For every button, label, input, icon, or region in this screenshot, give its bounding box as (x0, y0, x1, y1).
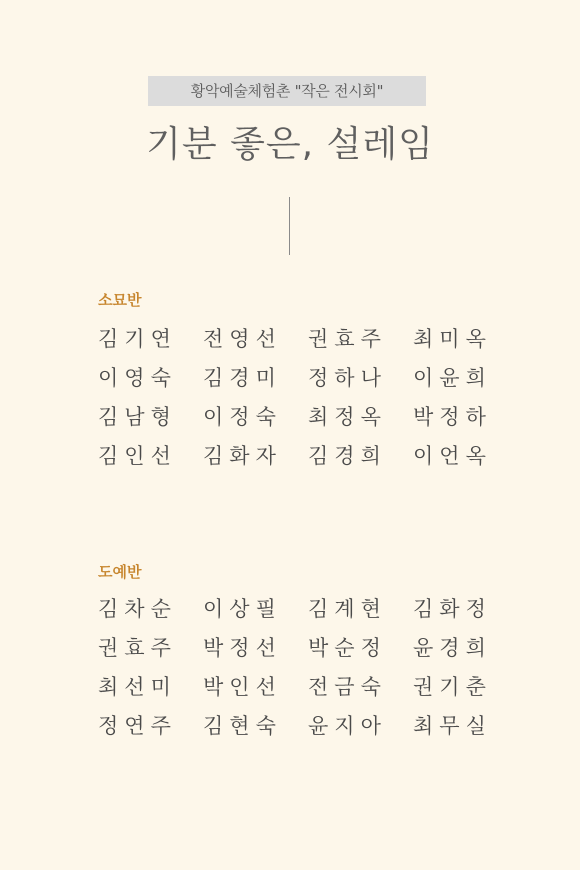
name-item: 김현숙 (203, 714, 282, 738)
name-item: 이상필 (203, 597, 282, 621)
page-title: 기분 좋은, 설레임 (146, 124, 434, 165)
name-item: 박정하 (413, 405, 492, 429)
name-item: 김화자 (203, 444, 282, 468)
name-item: 윤경희 (413, 636, 492, 660)
name-item: 윤지아 (308, 714, 387, 738)
name-item: 권효주 (98, 636, 177, 660)
name-item: 이정숙 (203, 405, 282, 429)
name-item: 김경희 (308, 444, 387, 468)
name-item: 이영숙 (98, 366, 177, 390)
name-item: 박순정 (308, 636, 387, 660)
name-item: 김남형 (98, 405, 177, 429)
name-item: 권기춘 (413, 675, 492, 699)
name-item: 정하나 (308, 366, 387, 390)
name-item: 전영선 (203, 327, 282, 351)
section-title-drawing: 소묘반 (98, 291, 142, 309)
exhibition-badge: 황악예술체험촌 "작은 전시회" (148, 76, 426, 106)
section-title-ceramics: 도예반 (98, 563, 142, 581)
name-item: 정연주 (98, 714, 177, 738)
name-list-drawing (98, 320, 498, 476)
name-item: 최무실 (413, 714, 492, 738)
name-item: 김차순 (98, 597, 177, 621)
name-item: 박인선 (203, 675, 282, 699)
name-item: 김경미 (203, 366, 282, 390)
name-item: 최미옥 (413, 327, 492, 351)
divider-line (289, 197, 290, 255)
name-item: 김화정 (413, 597, 492, 621)
name-item: 최정옥 (308, 405, 387, 429)
name-list-ceramics (98, 590, 498, 746)
name-item: 김기연 (98, 327, 177, 351)
name-item: 최선미 (98, 675, 177, 699)
name-item: 김계현 (308, 597, 387, 621)
name-item: 이윤희 (413, 366, 492, 390)
name-item: 김인선 (98, 444, 177, 468)
name-item: 박정선 (203, 636, 282, 660)
name-item: 이언옥 (413, 444, 492, 468)
name-item: 전금숙 (308, 675, 387, 699)
name-item: 권효주 (308, 327, 387, 351)
